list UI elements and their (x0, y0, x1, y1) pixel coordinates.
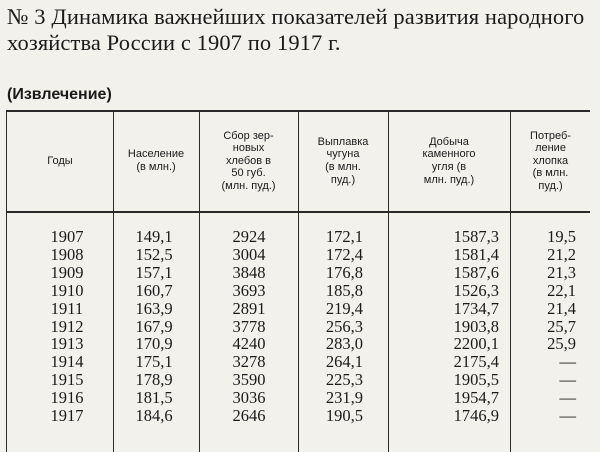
table-cell: 1907 (50, 227, 84, 246)
table-cell: 2175,4 (453, 352, 499, 372)
table-cell: 219,4 (325, 298, 363, 318)
table-cell: 181,5 (135, 388, 173, 408)
table-cell: 3590 (232, 370, 266, 390)
table-cell: 160,7 (135, 280, 173, 300)
table-cell: 3036 (232, 388, 266, 408)
table-cell: 1587,3 (453, 227, 499, 246)
table-cell: 157,1 (135, 262, 173, 282)
table-cell: 2924 (232, 227, 266, 246)
table-cell: 19,5 (547, 227, 576, 246)
table-cell: 172,1 (325, 227, 363, 246)
table-cell: 2891 (232, 298, 266, 318)
column-grain-harvest (204, 228, 294, 425)
table-cell: 3693 (232, 280, 266, 300)
table-cell: 1581,4 (453, 244, 499, 264)
table-cell: 178,9 (135, 370, 173, 390)
column-pig-iron (282, 228, 363, 425)
column-years (24, 228, 110, 425)
table-cell: 1910 (50, 280, 84, 300)
table-cell: 1746,9 (453, 406, 499, 426)
data-table (6, 110, 590, 452)
table-cell: 25,9 (547, 334, 576, 354)
table-cell: 256,3 (325, 316, 363, 336)
column-header-grain-harvest: Сбор зер- новых хлебов в 50 губ. (млн. пуд.) (221, 129, 276, 192)
table-cell: 22,1 (547, 280, 576, 300)
table-cell: 264,1 (325, 352, 363, 372)
table-cell: 4240 (232, 334, 266, 354)
column-header-pig-iron: Выплавка чугуна (в млн. пуд.) (317, 135, 369, 186)
table-cell: 175,1 (135, 352, 173, 372)
table-cell: — (559, 406, 576, 426)
table-cell: 1917 (50, 406, 84, 426)
column-header-population: Население (в млн.) (127, 148, 185, 173)
table-cell: 21,2 (547, 244, 576, 264)
column-coal (392, 228, 499, 425)
table-cell: 231,9 (325, 388, 363, 408)
table-cell: 1526,3 (453, 280, 499, 300)
column-header-cotton: Потреб- ление хлопка (в млн. пуд.) (530, 129, 571, 192)
column-header-years: Годы (47, 154, 73, 167)
table-cell: — (559, 370, 576, 390)
table-cell: 1915 (50, 370, 84, 390)
table-cell: 152,5 (135, 244, 173, 264)
table-cell: 184,6 (135, 406, 173, 426)
column-cotton (506, 228, 576, 425)
table-cell: 1911 (50, 298, 84, 318)
table-cell: 2646 (232, 406, 266, 426)
table-cell: 25,7 (547, 316, 576, 336)
table-cell: 1905,5 (453, 370, 499, 390)
table-cell: 1908 (50, 244, 84, 264)
page-title: № 3 Динамика важнейших показателей развития народного хозяйства России с 1907 по 1917 г. (7, 4, 585, 55)
table-cell: 1913 (50, 334, 84, 354)
table-cell: — (559, 388, 576, 408)
table-cell: 21,4 (547, 298, 576, 318)
table-cell: 1954,7 (453, 388, 499, 408)
column-population (114, 228, 194, 425)
table-cell: 3278 (232, 352, 266, 372)
table-cell: — (559, 352, 576, 372)
table-cell: 1916 (50, 388, 84, 408)
table-cell: 185,8 (325, 280, 363, 300)
table-cell: 3778 (232, 316, 266, 336)
column-header-coal: Добыча каменного угля (в млн. пуд.) (422, 135, 476, 186)
subtitle: (Извлечение) (7, 86, 112, 103)
table-cell: 190,5 (325, 406, 363, 426)
table-cell: 176,8 (325, 262, 363, 282)
table-cell: 3848 (232, 262, 266, 282)
table-cell: 1734,7 (453, 298, 499, 318)
table-cell: 149,1 (135, 227, 173, 246)
table-cell: 1909 (50, 262, 84, 282)
table-cell: 1914 (50, 352, 84, 372)
table-cell: 170,9 (135, 334, 173, 354)
table-cell: 1903,8 (453, 316, 499, 336)
table-cell: 3004 (232, 244, 266, 264)
table-cell: 21,3 (547, 262, 576, 282)
table-cell: 167,9 (135, 316, 173, 336)
table-cell: 225,3 (325, 370, 363, 390)
table-cell: 1587,6 (453, 262, 499, 282)
table-cell: 172,4 (325, 244, 363, 264)
table-cell: 163,9 (135, 298, 173, 318)
table-cell: 283,0 (325, 334, 363, 354)
table-cell: 2200,1 (453, 334, 499, 354)
table-cell: 1912 (50, 316, 84, 336)
